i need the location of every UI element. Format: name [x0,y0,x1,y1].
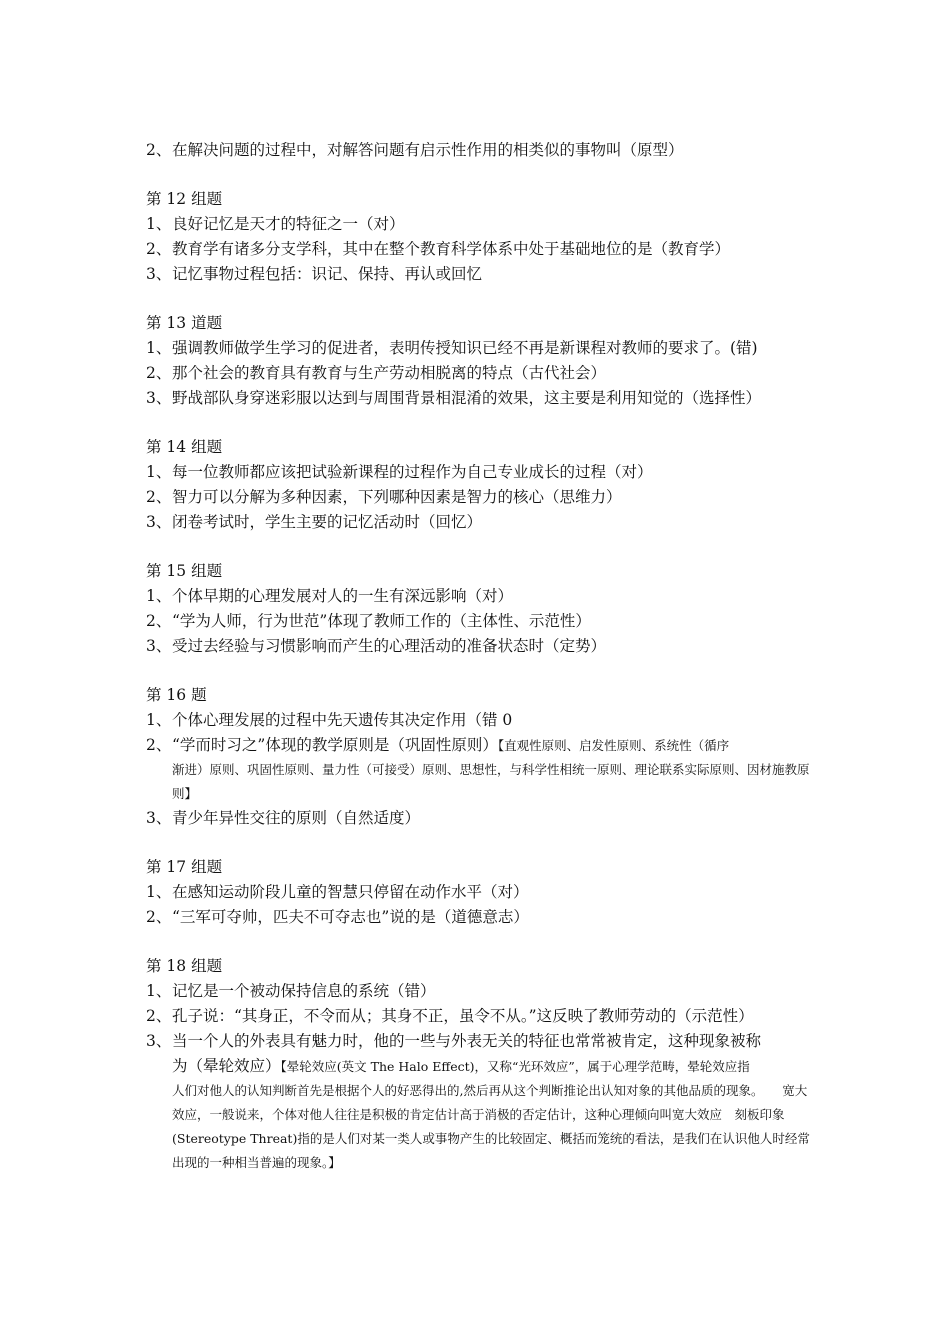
question-line [146,361,826,386]
question-text: 青少年异性交往的原则（自然适度） [172,809,421,827]
question-text: “学而时习之”体现的教学原则是（巩固性原则） [172,736,498,754]
question-line [146,336,826,361]
answer-note: 【晕轮效应(英文 The Halo Effect)，又称“光环效应”，属于心理学范畴，晕轮效应指 [280,1059,750,1074]
question-number: 2、 [146,736,172,754]
document-content [146,138,826,1175]
question-text: 强调教师做学生学习的促进者，表明传授知识已经不再是新课程对教师的要求了。(错) [172,339,758,357]
question-number: 2、 [146,240,172,258]
question-text: 在感知运动阶段儿童的智慧只停留在动作水平（对） [172,883,529,901]
question-line [146,708,826,733]
group-heading-18: 第 18 组题 [146,957,223,975]
question-line [146,262,826,287]
question-number: 3、 [146,389,172,407]
question-number: 3、 [146,1032,172,1050]
question-line [146,634,826,659]
group-heading-12: 第 12 组题 [146,190,223,208]
question-number: 3、 [146,513,172,531]
question-text: 教育学有诸多分支学科，其中在整个教育科学体系中处于基础地位的是（教育学） [172,240,731,258]
question-number: 1、 [146,711,172,729]
group-heading-16: 第 16 题 [146,686,207,704]
question-line [146,212,826,237]
question-text: 良好记忆是天才的特征之一（对） [172,215,405,233]
question-line [146,806,826,831]
question-text: 记忆事物过程包括：识记、保持、再认或回忆 [172,265,483,283]
question-text: 闭卷考试时，学生主要的记忆活动时（回忆） [172,513,483,531]
question-number: 3、 [146,809,172,827]
question-text: 每一位教师都应该把试验新课程的过程作为自己专业成长的过程（对） [172,463,653,481]
question-line [146,460,826,485]
question-line [146,609,826,634]
question-line [146,880,826,905]
question-number: 3、 [146,637,172,655]
question-text: 个体心理发展的过程中先天遗传其决定作用（错 0 [172,711,513,729]
question-line [146,1004,826,1029]
question-text: 野战部队身穿迷彩服以达到与周围背景相混淆的效果，这主要是利用知觉的（选择性） [172,389,762,407]
question-line [146,733,826,758]
question-text: 个体早期的心理发展对人的一生有深远影响（对） [172,587,514,605]
question-number: 2、 [146,1007,172,1025]
question-text: 在解决问题的过程中，对解答问题有启示性作用的相类似的事物叫（原型） [172,141,684,159]
question-number: 2、 [146,141,172,159]
question-line [146,1029,826,1054]
question-line [146,386,826,411]
group-heading-17: 第 17 组题 [146,858,223,876]
question-text: 记忆是一个被动保持信息的系统（错） [172,982,436,1000]
question-text: 受过去经验与习惯影响而产生的心理活动的准备状态时（定势） [172,637,607,655]
answer-note-continued: 人们对他人的认知判断首先是根据个人的好恶得出的,然后再从这个判断推论出认知对象的其他品质的现象。 宽大效应，一般说来，个体对他人往往是积极的肯定估计高于消极的否定估计，这种心理倾向叫宽大效应 刻板印象 (Stereotype Threat)指的是人们对某一类人或事物产生的比较固定、概括而笼统的看法，是我们在认识他人时经常出现的一种相当普遍的现象。】 [172,1083,810,1170]
question-text: 那个社会的教育具有教育与生产劳动相脱离的特点（古代社会） [172,364,607,382]
question-text-end: 为（晕轮效应） [172,1057,281,1075]
question-number: 3、 [146,265,172,283]
question-text: 孔子说：“其身正，不令而从；其身不正，虽令不从。”这反映了教师劳动的（示范性） [172,1007,754,1025]
question-line [146,485,826,510]
question-text: “三军可夺帅，匹夫不可夺志也”说的是（道德意志） [172,908,529,926]
question-number: 1、 [146,215,172,233]
question-number: 2、 [146,908,172,926]
question-number: 1、 [146,463,172,481]
question-number: 1、 [146,587,172,605]
question-text: “学为人师，行为世范”体现了教师工作的（主体性、示范性） [172,612,591,630]
group-heading-13: 第 13 道题 [146,314,223,332]
question-text-continued [172,1054,826,1079]
question-text: 当一个人的外表具有魅力时，他的一些与外表无关的特征也常常被肯定，这种现象被称 [172,1032,762,1050]
question-line [146,979,826,1004]
question-line [146,510,826,535]
question-number: 2、 [146,488,172,506]
question-number: 2、 [146,364,172,382]
question-text: 智力可以分解为多种因素，下列哪种因素是智力的核心（思维力） [172,488,622,506]
group-heading-15: 第 15 组题 [146,562,223,580]
question-number: 1、 [146,339,172,357]
question-line [146,237,826,262]
question-line [146,584,826,609]
answer-note: 【直观性原则、启发性原则、系统性（循序 [497,738,730,753]
group-heading-14: 第 14 组题 [146,438,223,456]
question-number: 2、 [146,612,172,630]
answer-note-continued: 渐进）原则、巩固性原则、量力性（可接受）原则、思想性，与科学性相统一原则、理论联系实际原则、因材施教原则】 [172,762,810,801]
question-number: 1、 [146,982,172,1000]
question-line [146,138,826,163]
question-number: 1、 [146,883,172,901]
question-line [146,905,826,930]
